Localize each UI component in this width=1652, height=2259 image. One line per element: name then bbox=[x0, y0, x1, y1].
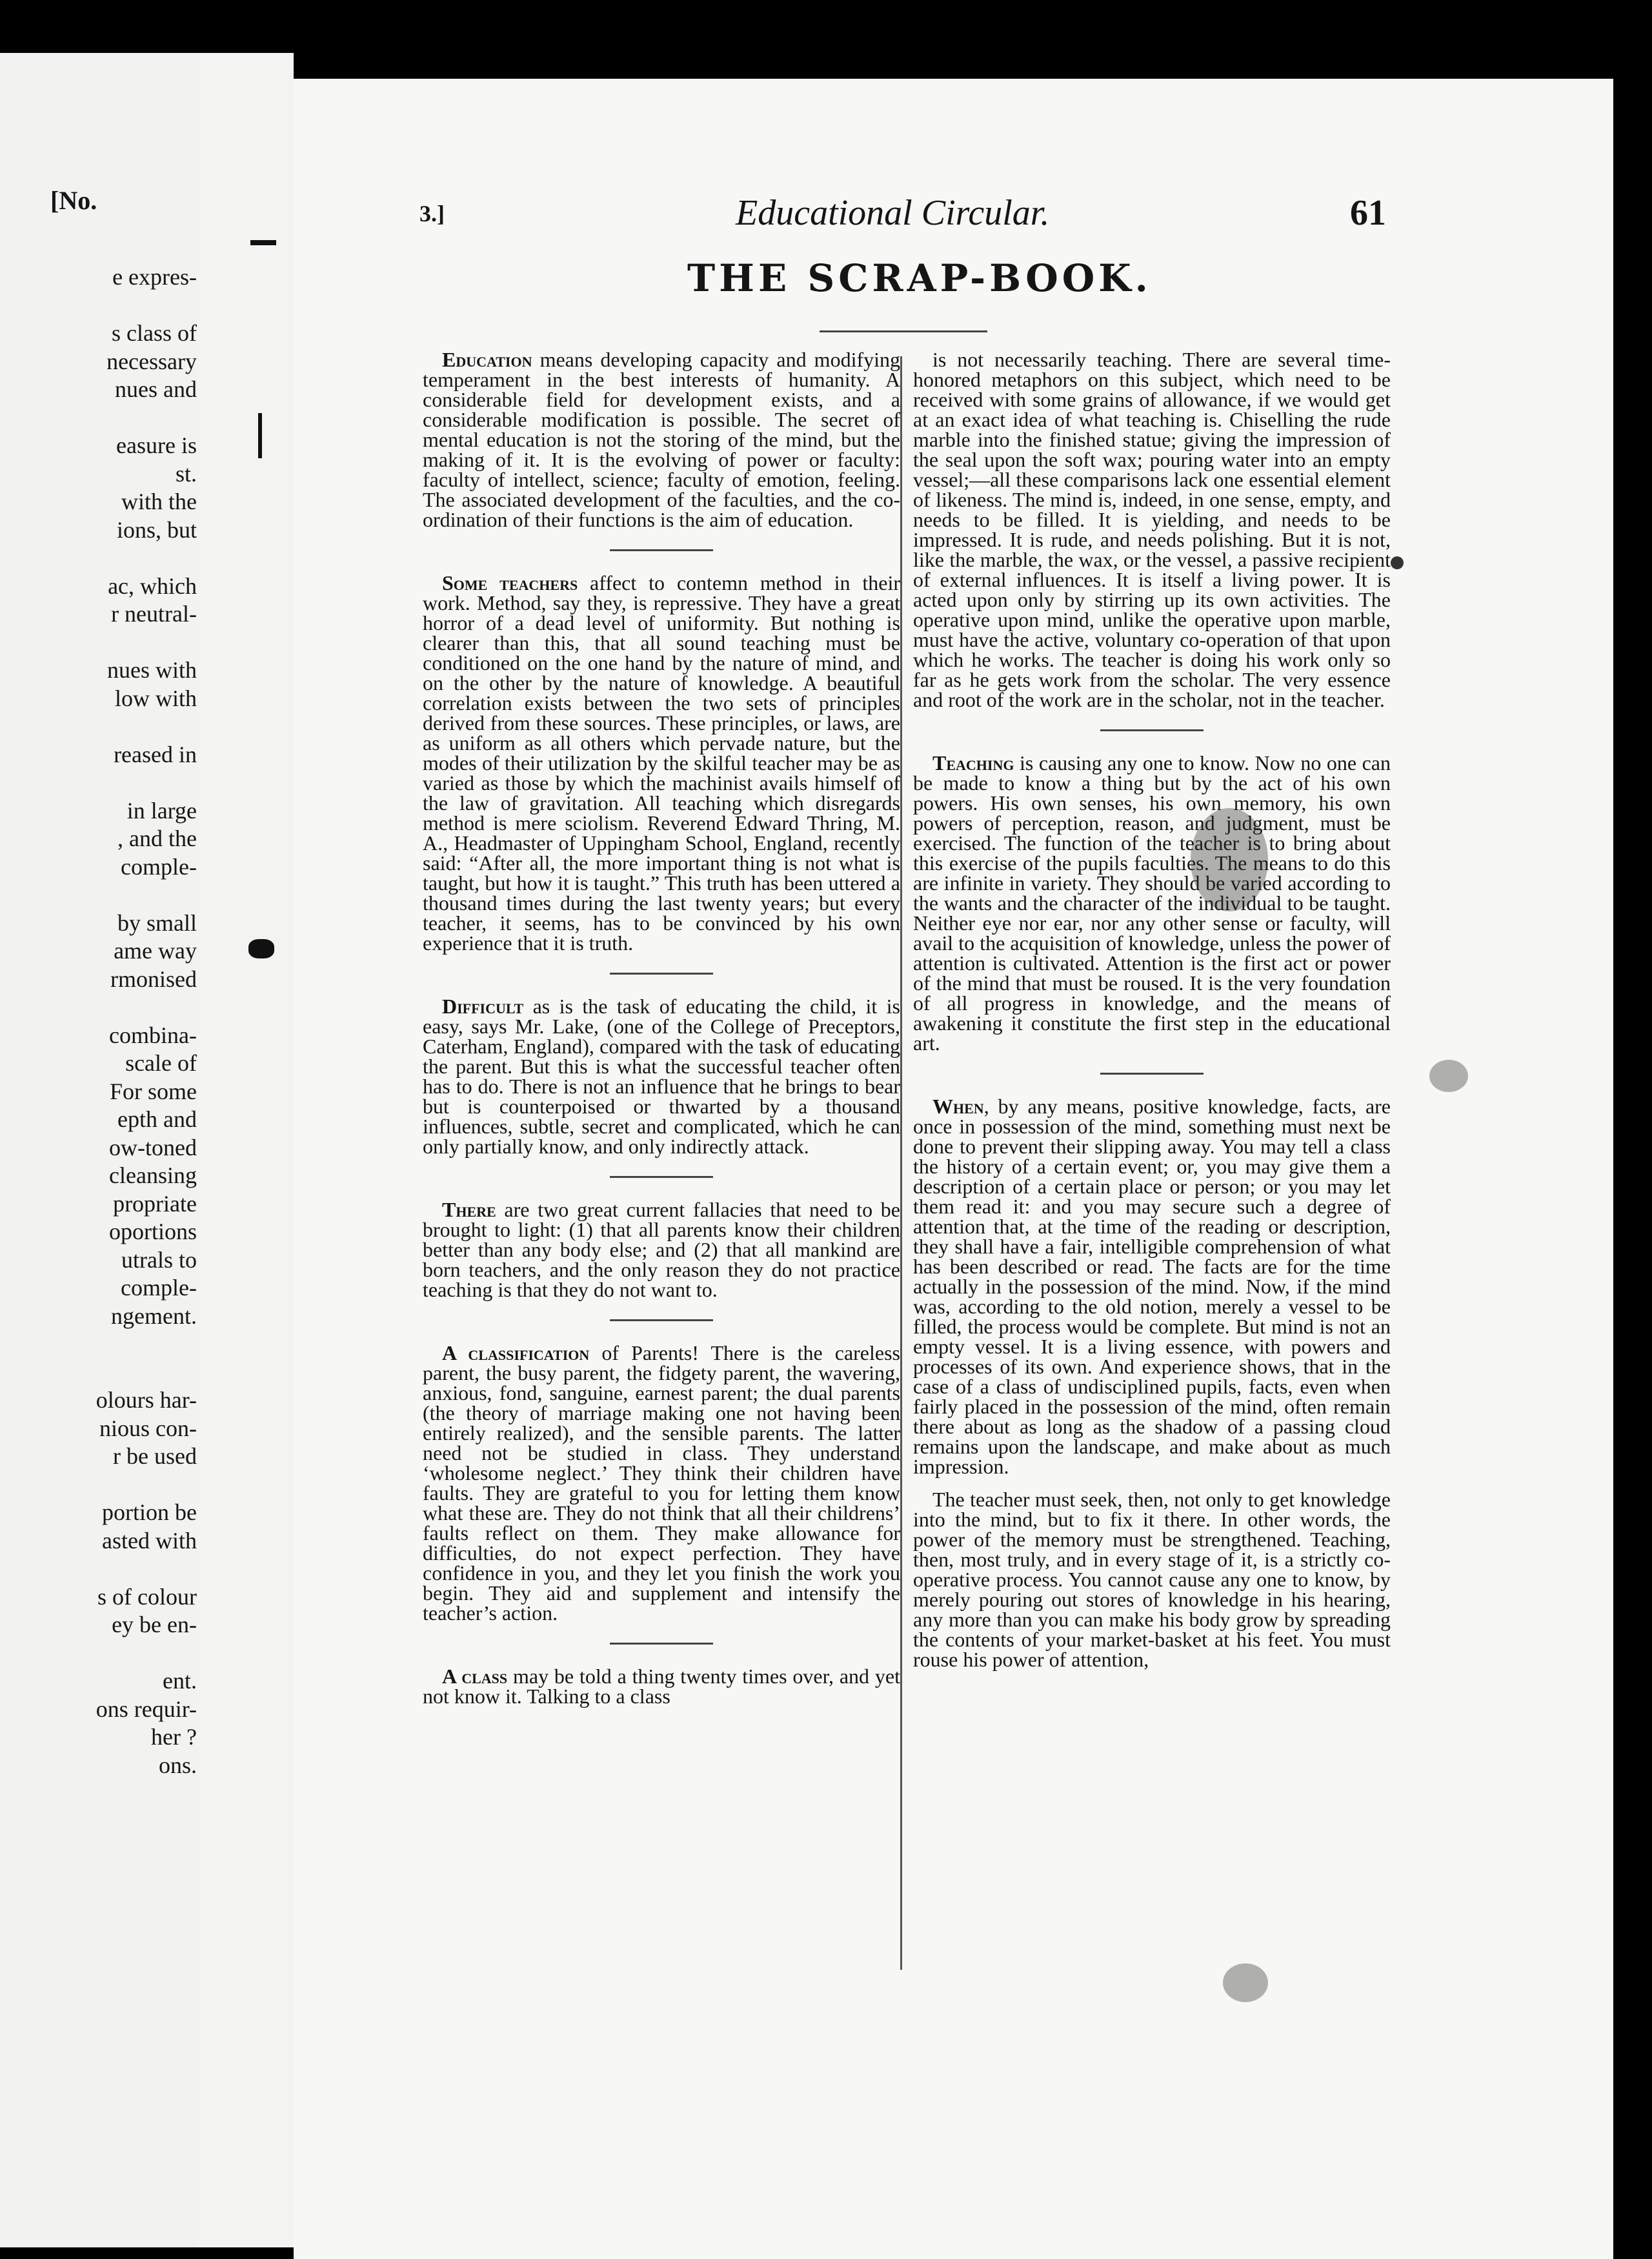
right-column bbox=[913, 350, 1391, 1683]
left-page-fragment: comple- bbox=[121, 853, 197, 880]
left-page-fragment: st. bbox=[175, 460, 197, 487]
left-page-fragment: ent. bbox=[163, 1668, 197, 1694]
ink-blot bbox=[1191, 808, 1268, 911]
paragraph-text: as is the task of educating the child, it is easy, says Mr. Lake, (one of the College of Preceptors, Caterham, England), compared with the task of educating the parent. But this is what the successful teacher often has to do. There is not an influence that he brings to bear but is counterpoised or thwarted by a thousand influences, subtle, secret and complicated, which he can only partially know, and only indirectly attack. bbox=[423, 995, 900, 1158]
paragraph-separator bbox=[610, 1319, 713, 1321]
journal-title: Educational Circular. bbox=[736, 193, 1050, 233]
article-paragraph bbox=[423, 1666, 900, 1707]
left-page-fragment: oportions bbox=[108, 1219, 197, 1244]
article-paragraph bbox=[913, 1097, 1391, 1477]
article-paragraph bbox=[913, 1490, 1391, 1670]
left-page-fragment: her ? bbox=[151, 1724, 197, 1750]
running-head bbox=[294, 192, 1613, 238]
left-page-fragment: ons. bbox=[158, 1752, 197, 1778]
binding-mark bbox=[248, 939, 274, 958]
left-page-fragment: nues with bbox=[107, 657, 197, 683]
left-page-issue-marker: [No. bbox=[50, 186, 97, 215]
ink-blot bbox=[1429, 1060, 1468, 1092]
paragraph-separator bbox=[1100, 1073, 1204, 1075]
left-page-fragment: r be used bbox=[113, 1443, 197, 1469]
left-page-fragment: olours har- bbox=[96, 1387, 197, 1413]
paragraph-lead: A class bbox=[442, 1665, 508, 1688]
left-page-fragment: necessary bbox=[106, 348, 197, 374]
left-page-fragment: rmonised bbox=[110, 966, 197, 992]
left-page-fragment: utrals to bbox=[121, 1246, 197, 1273]
left-page-fragment: , and the bbox=[117, 826, 197, 851]
article-paragraph bbox=[423, 573, 900, 953]
page-gutter bbox=[197, 53, 294, 2247]
left-page-fragment: comple- bbox=[121, 1275, 197, 1301]
paragraph-lead: Education bbox=[442, 348, 532, 371]
left-page-fragment: ey be en- bbox=[112, 1612, 197, 1637]
left-page-fragment: reased in bbox=[114, 741, 197, 767]
article-paragraph bbox=[423, 1343, 900, 1623]
left-page-fragment: nues and bbox=[115, 376, 197, 402]
left-page-fragment: easure is bbox=[116, 432, 197, 458]
paragraph-lead: Teaching bbox=[932, 751, 1014, 775]
left-page-fragment: cleansing bbox=[109, 1162, 197, 1188]
paragraph-lead: Difficult bbox=[442, 995, 524, 1018]
issue-number: 3.] bbox=[419, 201, 445, 227]
left-page-fragment: by small bbox=[117, 909, 197, 936]
left-page-fragment: ions, but bbox=[116, 516, 197, 543]
paragraph-text: means developing capacity and modifying temperament in the best interests of humanity. A considerable field for development exists, and a considerable modification is possible. The secret of mental education is not the storing of the mind, but the making of it. It is the evolving of power or faculty: faculty of intellect, science; faculty of emotion, feeling. The associated development of the faculties, and the co-ordination of their functions is the aim of education. bbox=[423, 348, 900, 531]
paragraph-lead: A classification bbox=[442, 1341, 590, 1364]
binding-mark bbox=[258, 413, 262, 458]
left-page-fragment: in large bbox=[126, 797, 197, 824]
left-page-fragment: s of colour bbox=[97, 1583, 197, 1610]
left-page-fragment: ac, which bbox=[108, 572, 197, 599]
ink-blot bbox=[1223, 1963, 1268, 2002]
paragraph-text: are two great current fallacies that need to be brought to light: (1) that all parents know their children better than any body else; and (2) that all mankind are born teachers, and the only reason they do not practice teaching is that they do not want to. bbox=[423, 1198, 900, 1301]
binding-mark bbox=[250, 240, 276, 245]
left-page-fragment: s class of bbox=[112, 320, 197, 346]
ink-blot bbox=[1391, 556, 1404, 569]
article-paragraph bbox=[423, 350, 900, 530]
left-page-fragment: ons requir- bbox=[96, 1696, 197, 1722]
left-page-fragment: ngement. bbox=[111, 1302, 197, 1329]
left-page-fragment: ow-toned bbox=[109, 1134, 197, 1160]
paragraph-separator bbox=[610, 1176, 713, 1178]
left-page-fragment: combina- bbox=[109, 1022, 197, 1048]
paragraph-text: The teacher must seek, then, not only to get knowledge into the mind, but to fix it there. In other words, the power of the memory must be strengthened. Teaching, then, most truly, and in every stage of it, is a strictly co-operative process. You cannot cause any one to know, by merely pouring out stores of knowledge in his hearing, any more than you can make his body grow by spreading the contents of your market-basket at his feet. You must rouse his power of attention, bbox=[913, 1488, 1391, 1671]
left-page-fragment: nious con- bbox=[99, 1415, 197, 1441]
left-page-fragment: For some bbox=[110, 1078, 197, 1104]
paragraph-lead: When bbox=[932, 1095, 984, 1118]
left-page-fragment: scale of bbox=[125, 1050, 197, 1076]
column-divider bbox=[900, 356, 902, 1970]
paragraph-lead: Some teachers bbox=[442, 571, 578, 594]
left-page-fragment: epth and bbox=[117, 1106, 197, 1132]
left-page-fragment: propriate bbox=[113, 1190, 197, 1217]
left-page-fragment: asted with bbox=[102, 1527, 197, 1554]
left-page-fragment: portion be bbox=[102, 1499, 197, 1525]
paragraph-separator bbox=[610, 973, 713, 975]
paragraph-separator bbox=[610, 1643, 713, 1645]
paragraph-text: affect to contemn method in their work. Method, say they, is repressive. They have a great horror of a dead level of uniformity. But nothing is clearer than this, that all sound teaching must be conditioned on the one hand by the nature of mind, and on the other by the nature of knowledge. A beautiful correlation exists between the two sets of principles derived from these sources. These principles, or laws, are as uniform as all others which pervade nature, but the modes of their utilization by the skilful teacher may be as varied as those by which the machinist avails himself of the law of gravitation. All teaching which disregards method is mere sciolism. Reverend Edward Thring, M. A., Headmaster of Uppingham School, England, recently said: “After all, the more important thing is not what is taught, but how it is taught.” This truth has been uttered a thousand times during the last twenty years; but every teacher, it seems, has to be convinced by his own experience that it is truth. bbox=[423, 571, 901, 955]
article-paragraph bbox=[913, 753, 1391, 1053]
scanned-page bbox=[294, 79, 1613, 2259]
left-facing-page bbox=[0, 53, 197, 2247]
paragraph-text: of Parents! There is the careless parent, the busy parent, the fidgety parent, the wavering, anxious, fond, sanguine, earnest parent; the dual parents (the theory of marriage making one not having been entirely realized), and the sensible parents. The latter need not be studied in class. They understand ‘wholesome neglect.’ They think their children have faults. They are grateful to you for letting them know what these are. They do not think that all their childrens’ faults reflect on them. They make allowance for difficulties, do not expect perfection. They have confidence in you, and they let you finish the work you begin. They aid and supplement and intensify the teacher’s action. bbox=[423, 1341, 900, 1625]
left-page-fragment: r neutral- bbox=[111, 601, 197, 627]
article-paragraph bbox=[423, 1200, 900, 1300]
left-column bbox=[423, 350, 900, 1719]
left-page-fragment: with the bbox=[121, 489, 197, 514]
paragraph-text: is causing any one to know. Now no one can be made to know a thing but by the act of his own powers. His own senses, his own memory, his own powers of perception, reason, and judgment, must be exercised. The function of the teacher is to bring about this exercise of the pupils faculties. The means to do this are infinite in variety. They should be varied according to the wants and the character of the individual to be taught. Neither eye nor ear, nor any other sense or faculty, will avail to the acquisition of knowledge, unless the power of attention is cultivated. Attention is the first act or power of the mind that must be roused. It is the very foundation of all progress in knowledge, and the means of awakening it constitute the first step in the educational art. bbox=[913, 751, 1391, 1055]
paragraph-separator bbox=[610, 549, 713, 551]
paragraph-text: may be told a thing twenty times over, and yet not know it. Talking to a class bbox=[423, 1665, 901, 1708]
left-page-fragment: low with bbox=[114, 685, 197, 711]
left-page-fragment: e expres- bbox=[112, 264, 197, 290]
paragraph-text: , by any means, positive knowledge, facts, are once in possession of the mind, something must next be done to prevent their slipping away. You may tell a class the history of a certain event; or, you may give them a description of a certain place or person; or you may let them read it: and you may secure such a degree of attention that, at the time of the reading or description, they shall have a fair, intelligible comprehension of what has been described or read. The facts are for the time actually in the possession of the mind. Now, if the mind was, according to the old notion, merely a vessel to be filled, the process would be complete. But mind is not an empty vessel. It is a living essence, with powers and processes of its own. And experience shows, that in the case of a class of undisciplined pupils, facts, even when fairly placed in the possession of the mind, often remain there about as long as the shadow of a passing cloud remains upon the landscape, and make about as much impression. bbox=[913, 1095, 1391, 1478]
article-paragraph bbox=[423, 997, 900, 1157]
paragraph-text: is not necessarily teaching. There are several time-honored metaphors on this subject, which need to be received with some grains of allowance, if we would get at an exact idea of what teaching is. Chiselling the rude marble into the finished statue; giving the impression of the seal upon the soft wax; pouring water into an empty vessel;—all these comparisons lack one essential element of likeness. The mind is, indeed, in one sense, empty, and needs to be filled. It is yielding, and needs to be impressed. It is rude, and needs polishing. But it is not, like the marble, the wax, or the vessel, a passive recipient of external influences. It is itself a living power. It is acted upon only by stirring up its own activities. The operative upon mind, unlike the operative upon marble, must have the active, voluntary co-operation of that upon which he works. The teacher is doing his work only so far as he gets work from the scholar. The very essence and root of the work are in the scholar, not in the teacher. bbox=[913, 348, 1391, 711]
paragraph-separator bbox=[1100, 729, 1204, 731]
paragraph-lead: There bbox=[442, 1198, 496, 1221]
title-rule bbox=[820, 330, 987, 332]
page-number: 61 bbox=[1350, 193, 1386, 233]
left-page-fragment: ame way bbox=[114, 938, 197, 964]
article-paragraph bbox=[913, 350, 1391, 710]
section-title: THE SCRAP-BOOK. bbox=[687, 256, 1152, 300]
